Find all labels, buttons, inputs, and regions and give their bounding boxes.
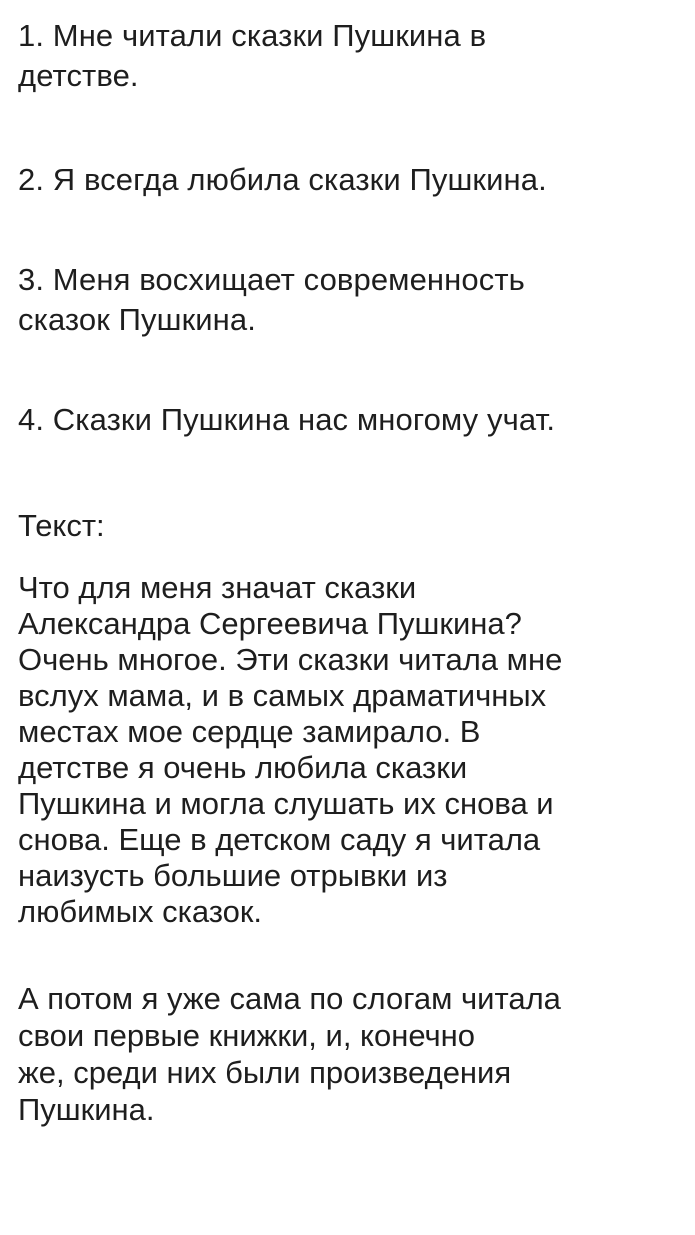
list-item-3-line1: 3. Меня восхищает современность	[18, 262, 525, 297]
text-label: Текст:	[18, 508, 105, 543]
list-item-2	[18, 160, 677, 200]
paragraph-1-line: местах мое сердце замирало. В	[18, 714, 481, 749]
paragraph-2-line: А потом я уже сама по слогам читала	[18, 981, 561, 1016]
paragraph-1-line: вслух мама, и в самых драматичных	[18, 678, 547, 713]
list-item-4	[18, 400, 677, 440]
paragraph-1-line: наизусть большие отрывки из	[18, 858, 448, 893]
paragraph-1-line: любимых сказок.	[18, 894, 263, 929]
list-item-1-line1: 1. Мне читали сказки Пушкина в	[18, 18, 487, 53]
paragraph-1-line: Александра Сергеевича Пушкина?	[18, 606, 522, 641]
list-item-1	[18, 16, 677, 96]
paragraph-1-line: Что для меня значат сказки	[18, 570, 417, 605]
paragraph-1	[18, 570, 677, 930]
list-item-3	[18, 260, 677, 340]
paragraph-1-line: Пушкина и могла слушать их снова и	[18, 786, 554, 821]
paragraph-1-line: Очень многое. Эти сказки читала мне	[18, 642, 563, 677]
paragraph-1-line: детстве я очень любила сказки	[18, 750, 468, 785]
list-item-2-line1: 2. Я всегда любила сказки Пушкина.	[18, 162, 547, 197]
paragraph-2	[18, 980, 677, 1128]
paragraph-2-line: Пушкина.	[18, 1092, 155, 1127]
list-item-3-line2: сказок Пушкина.	[18, 302, 256, 337]
list-item-1-line2: детстве.	[18, 58, 139, 93]
paragraph-2-line: же, среди них были произведения	[18, 1055, 512, 1090]
paragraph-1-line: снова. Еще в детском саду я читала	[18, 822, 541, 857]
list-item-4-line1: 4. Сказки Пушкина нас многому учат.	[18, 402, 556, 437]
paragraph-2-line: свои первые книжки, и, конечно	[18, 1018, 476, 1053]
